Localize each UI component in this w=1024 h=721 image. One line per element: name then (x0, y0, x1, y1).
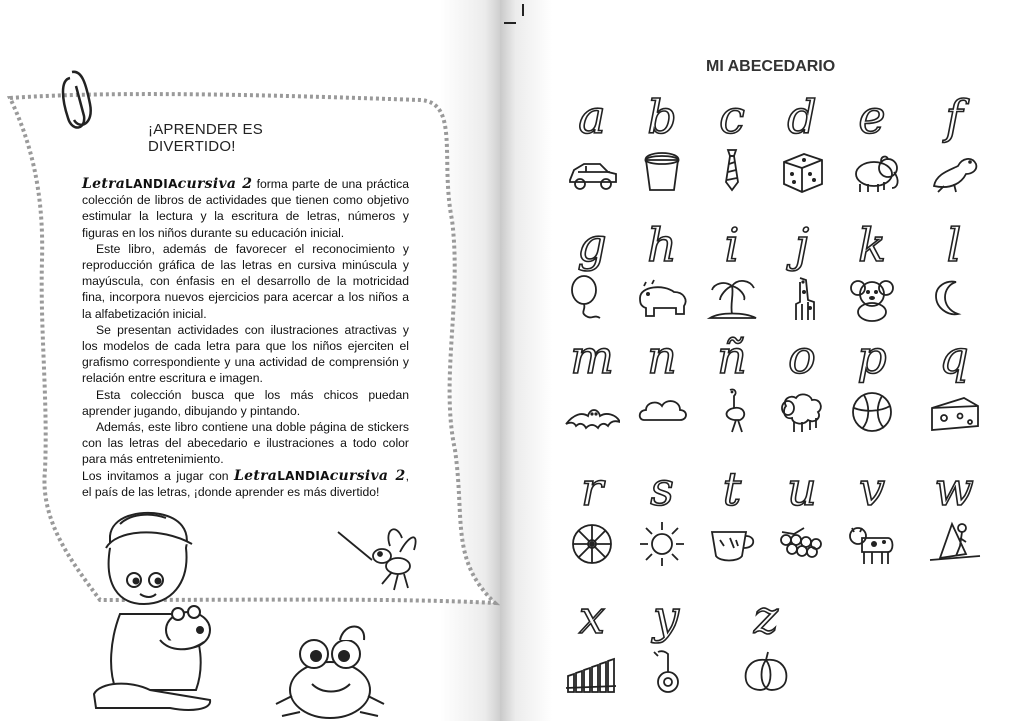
brand-closing-part-4: 2 (395, 467, 406, 484)
traced-letter: y (653, 590, 679, 644)
alphabet-cell-h (626, 208, 698, 328)
traced-letter: e (858, 90, 886, 144)
traced-letter: o (788, 330, 816, 384)
traced-letter: n (647, 330, 677, 384)
traced-letter: s (650, 462, 674, 516)
bat-icon (564, 386, 620, 436)
koala-icon (844, 274, 900, 324)
traced-letter: a (578, 90, 606, 144)
cup-icon (704, 518, 760, 568)
grapes-icon (774, 518, 830, 568)
alphabet-cell-m (556, 320, 628, 440)
brand-closing-part-3: cursiva (329, 467, 389, 484)
alphabet-cell-i (696, 208, 768, 328)
island-icon (704, 274, 760, 324)
alphabet-cell-v (836, 452, 908, 572)
alphabet-title: MI ABECEDARIO (706, 58, 836, 75)
crop-mark-vertical (522, 4, 524, 16)
alphabet-cell-g (556, 208, 628, 328)
brand-logo (82, 176, 252, 192)
intro-paragraph-closing (82, 468, 409, 500)
brand-closing-part-1: Letra (234, 467, 278, 484)
intro-paragraph-4: Esta colección busca que los más chicos puedan aprender jugando, dibujando y pintando. (82, 387, 409, 418)
traced-letter: i (724, 218, 740, 272)
brand-part-1: Letra (82, 176, 126, 192)
traced-letter: g (577, 218, 607, 272)
alphabet-cell-u (766, 452, 838, 572)
frog-illustration (276, 627, 384, 719)
brand-part-2: LANDIA (125, 177, 178, 191)
brand-closing-part-2: LANDIA (277, 468, 330, 483)
alphabet-cell-s (626, 452, 698, 572)
ostrich-icon (704, 386, 760, 436)
dice-icon (774, 146, 830, 196)
traced-letter: p (857, 330, 887, 384)
traced-letter: ñ (717, 330, 747, 384)
traced-letter: f (945, 90, 963, 144)
windsurf-icon (926, 518, 982, 568)
alphabet-cell-d (766, 80, 838, 200)
traced-letter: j (794, 218, 810, 272)
traced-letter: d (787, 90, 817, 144)
intro-text (82, 176, 409, 500)
elephant-icon (844, 146, 900, 196)
paragraph-1-text: forma parte de una práctica colección de libros de actividades que tienen como objetivo estimular la lectura y la escritura de letras, números y figuras en los niños durante su educación inicial. (82, 177, 409, 240)
sun-icon (634, 518, 690, 568)
hippo-icon (634, 274, 690, 324)
alphabet-cell-p (836, 320, 908, 440)
alphabet-cell-k (836, 208, 908, 328)
crop-mark-horizontal (504, 22, 516, 24)
intro-paragraph-1 (82, 176, 409, 241)
cheese-icon (926, 386, 982, 436)
xylophone-icon (564, 646, 620, 696)
traced-letter: w (934, 462, 974, 516)
alphabet-cell-w (918, 452, 990, 572)
alphabet-cell-r (556, 452, 628, 572)
traced-letter: z (753, 590, 779, 644)
seal-icon (926, 146, 982, 196)
traced-letter: x (579, 590, 605, 644)
traced-letter: v (859, 462, 885, 516)
traced-letter: t (722, 462, 742, 516)
sheep-icon (774, 386, 830, 436)
pumpkin-icon (738, 646, 794, 696)
ball-icon (844, 386, 900, 436)
traced-letter: r (581, 462, 603, 516)
moon-icon (926, 274, 982, 324)
brand-logo-closing (234, 468, 406, 484)
alphabet-cell-e (836, 80, 908, 200)
alphabet-cell-f (918, 80, 990, 200)
brand-part-4: 2 (242, 176, 253, 192)
alphabet-cell-x (556, 580, 628, 700)
traced-letter: k (858, 218, 886, 272)
traced-letter: l (946, 218, 962, 272)
car-icon (564, 146, 620, 196)
intro-paragraph-2: Este libro, además de favorecer el reconocimiento y reproducción gráfica de las letras en cursiva minúscula y mayúscula, con énfasis en el desarrollo de la motricidad fina, incorpora nuevos ejercicios para acercar a los niños a la alfabetización inicial. (82, 241, 409, 321)
traced-letter: m (570, 330, 614, 384)
alphabet-cell-y (630, 580, 702, 700)
cow-icon (844, 518, 900, 568)
left-page (0, 0, 500, 721)
traced-letter: b (647, 90, 677, 144)
alphabet-cell-a (556, 80, 628, 200)
page-title: ¡APRENDER ES DIVERTIDO! (148, 121, 263, 155)
closing-end-text: , el país de las letras, ¡donde aprender es más divertido! (82, 468, 409, 499)
brand-part-3: cursiva (177, 176, 237, 192)
giraffe-icon (774, 274, 830, 324)
traced-letter: h (647, 218, 677, 272)
alphabet-cell-c (696, 80, 768, 200)
alphabet-cell-n (626, 320, 698, 440)
intro-paragraph-3: Se presentan actividades con ilustraciones atractivas y los modelos de cada letra para que los niños ejerciten el grafismo correspondiente y una actividad de comprensión y relación entre escritura e imagen. (82, 322, 409, 386)
alphabet-cell-z (730, 580, 802, 700)
yoyo-icon (638, 646, 694, 696)
alphabet-cell-q (918, 320, 990, 440)
alphabet-cell-o (766, 320, 838, 440)
wheel-icon (564, 518, 620, 568)
tie-icon (704, 146, 760, 196)
balloon-icon (564, 274, 620, 324)
alphabet-cell-b (626, 80, 698, 200)
traced-letter: c (719, 90, 745, 144)
bucket-icon (634, 146, 690, 196)
alphabet-cell-ñ (696, 320, 768, 440)
cloud-icon (634, 386, 690, 436)
alphabet-cell-l (918, 208, 990, 328)
alphabet-cell-j (766, 208, 838, 328)
traced-letter: u (787, 462, 817, 516)
closing-start-text: Los invitamos a jugar con (82, 468, 235, 483)
right-page (500, 0, 1024, 721)
intro-paragraph-5: Además, este libro contiene una doble página de stickers con las letras del abecedario e ilustraciones a todo color para más entretenimiento. (82, 420, 409, 467)
traced-letter: q (939, 330, 969, 384)
alphabet-cell-t (696, 452, 768, 572)
